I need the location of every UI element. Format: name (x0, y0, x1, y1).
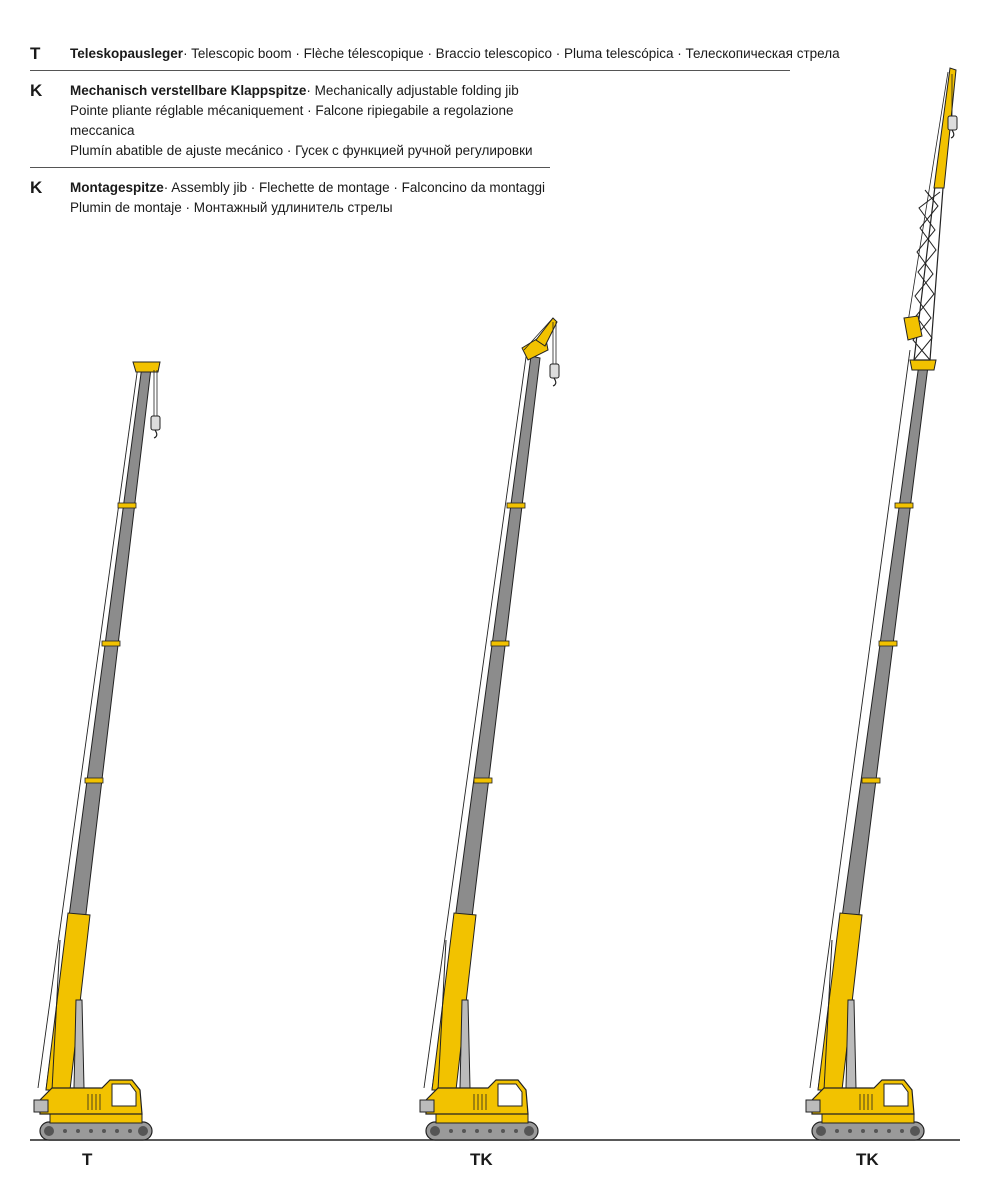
guy-line (810, 350, 910, 1088)
hook-icon (154, 430, 157, 438)
legend-code-t: T (30, 44, 41, 63)
crane-tk-assembly-jib (806, 68, 957, 1140)
crane-carrier (420, 1080, 538, 1140)
crane-label-t: T (82, 1150, 93, 1169)
crane-carrier (34, 1080, 152, 1140)
legend-line2-folding-jib: Pointe pliante réglable mécaniquement · Falcone ripiegabile a regolazione meccanica (70, 103, 514, 138)
guy-line (38, 366, 138, 1088)
luffing-cylinder (74, 1000, 84, 1088)
boom-head (910, 360, 936, 370)
hook-icon (951, 130, 954, 138)
crane-label-tk-assembly: TK (856, 1150, 879, 1169)
legend-line1-assembly-jib: · Assembly jib · Flechette de montage · Falconcino da montaggi (163, 180, 545, 195)
crane-carrier (806, 1080, 924, 1140)
luffing-cylinder (846, 1000, 856, 1088)
legend-line3-folding-jib: Plumín abatible de ajuste mecánico · Гусек с функцией ручной регулировки (70, 143, 533, 158)
legend-line2-assembly-jib: Plumin de montaje · Монтажный удлинитель стрелы (70, 200, 393, 215)
hook-block (550, 364, 559, 378)
hook-block (948, 116, 957, 130)
crane-label-tk-folding: TK (470, 1150, 493, 1169)
folding-jib (536, 318, 557, 346)
legend-name-folding-jib: Mechanisch verstellbare Klappspitze (70, 83, 307, 98)
legend-code-k1: K (30, 81, 43, 100)
crane-tk-folding-jib (420, 318, 559, 1140)
legend-code-k2: K (30, 178, 43, 197)
guy-line (424, 350, 527, 1088)
hook-block (151, 416, 160, 430)
legend-translations-telescopic: · Telescopic boom · Flèche télescopique · Braccio telescopico · Pluma telescópica · Телескопическая стрела (183, 46, 840, 61)
boom-head (133, 362, 160, 372)
legend-name-assembly-jib: Montagespitze (70, 180, 164, 195)
legend-line1-folding-jib: · Mechanically adjustable folding jib (306, 83, 519, 98)
crane-t (34, 362, 160, 1140)
luffing-cylinder (460, 1000, 470, 1088)
hook-icon (553, 378, 556, 386)
legend-name-telescopic: Teleskopausleger (70, 46, 184, 61)
